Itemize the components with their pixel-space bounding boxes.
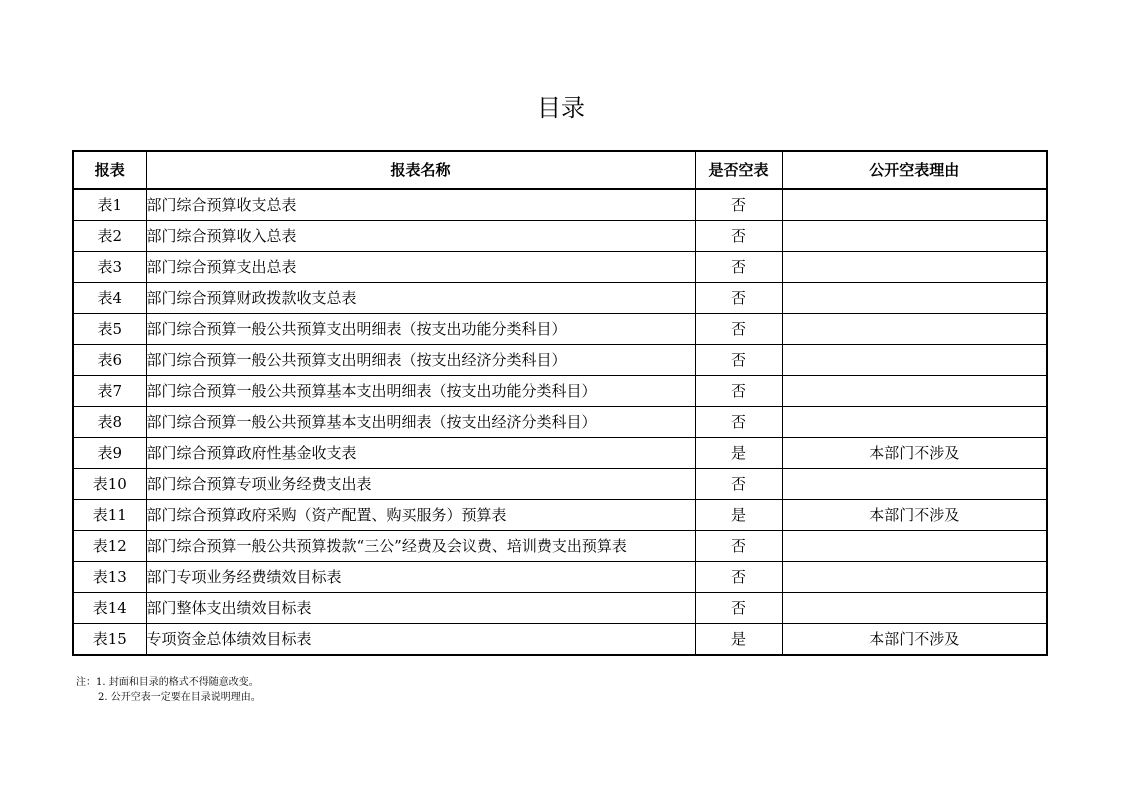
cell-is-empty: 否 — [695, 469, 782, 500]
cell-empty-reason: 本部门不涉及 — [782, 500, 1047, 531]
cell-report-id: 表3 — [73, 252, 146, 283]
cell-is-empty: 否 — [695, 252, 782, 283]
cell-empty-reason — [782, 189, 1047, 221]
cell-is-empty: 是 — [695, 438, 782, 469]
table-row — [73, 314, 1047, 345]
table-row — [73, 438, 1047, 469]
cell-is-empty: 否 — [695, 314, 782, 345]
cell-empty-reason — [782, 593, 1047, 624]
cell-report-id: 表8 — [73, 407, 146, 438]
cell-report-name: 部门综合预算一般公共预算支出明细表（按支出经济分类科目） — [146, 345, 695, 376]
cell-empty-reason — [782, 407, 1047, 438]
table-row — [73, 562, 1047, 593]
header-is-empty: 是否空表 — [695, 151, 782, 189]
cell-report-id: 表9 — [73, 438, 146, 469]
cell-report-name: 部门综合预算政府采购（资产配置、购买服务）预算表 — [146, 500, 695, 531]
table-row — [73, 345, 1047, 376]
cell-is-empty: 否 — [695, 376, 782, 407]
cell-report-id: 表11 — [73, 500, 146, 531]
cell-is-empty: 否 — [695, 407, 782, 438]
cell-report-name: 部门综合预算一般公共预算基本支出明细表（按支出经济分类科目） — [146, 407, 695, 438]
cell-report-name: 部门综合预算支出总表 — [146, 252, 695, 283]
table-row — [73, 531, 1047, 562]
cell-report-id: 表5 — [73, 314, 146, 345]
table-row — [73, 407, 1047, 438]
cell-is-empty: 否 — [695, 345, 782, 376]
cell-report-id: 表12 — [73, 531, 146, 562]
cell-report-id: 表10 — [73, 469, 146, 500]
report-catalog-table — [72, 150, 1048, 656]
cell-report-name: 部门专项业务经费绩效目标表 — [146, 562, 695, 593]
cell-report-name: 部门综合预算专项业务经费支出表 — [146, 469, 695, 500]
header-report-id: 报表 — [73, 151, 146, 189]
table-row — [73, 500, 1047, 531]
cell-report-id: 表14 — [73, 593, 146, 624]
cell-is-empty: 否 — [695, 189, 782, 221]
footnote-2: 2. 公开空表一定要在目录说明理由。 — [98, 692, 261, 703]
cell-report-name: 部门综合预算一般公共预算支出明细表（按支出功能分类科目） — [146, 314, 695, 345]
cell-is-empty: 否 — [695, 283, 782, 314]
cell-report-name: 部门综合预算收入总表 — [146, 221, 695, 252]
cell-is-empty: 否 — [695, 562, 782, 593]
cell-report-id: 表6 — [73, 345, 146, 376]
cell-report-name: 部门综合预算一般公共预算拨款“三公”经费及会议费、培训费支出预算表 — [146, 531, 695, 562]
table-header-row — [73, 151, 1047, 189]
table-row — [73, 221, 1047, 252]
cell-empty-reason: 本部门不涉及 — [782, 624, 1047, 656]
cell-empty-reason — [782, 283, 1047, 314]
page-title: 目录 — [537, 94, 585, 122]
table-row — [73, 376, 1047, 407]
cell-report-name: 部门综合预算政府性基金收支表 — [146, 438, 695, 469]
cell-empty-reason — [782, 221, 1047, 252]
cell-is-empty: 否 — [695, 531, 782, 562]
cell-empty-reason — [782, 314, 1047, 345]
cell-empty-reason — [782, 345, 1047, 376]
table-row — [73, 189, 1047, 221]
table-row — [73, 469, 1047, 500]
cell-report-id: 表1 — [73, 189, 146, 221]
cell-report-name: 部门整体支出绩效目标表 — [146, 593, 695, 624]
cell-report-name: 专项资金总体绩效目标表 — [146, 624, 695, 656]
cell-report-id: 表13 — [73, 562, 146, 593]
cell-is-empty: 是 — [695, 624, 782, 656]
cell-is-empty: 否 — [695, 221, 782, 252]
cell-empty-reason — [782, 376, 1047, 407]
table-body — [73, 189, 1047, 655]
cell-report-id: 表7 — [73, 376, 146, 407]
cell-report-id: 表2 — [73, 221, 146, 252]
cell-report-name: 部门综合预算收支总表 — [146, 189, 695, 221]
cell-empty-reason: 本部门不涉及 — [782, 438, 1047, 469]
footnotes — [76, 675, 261, 705]
table-row — [73, 252, 1047, 283]
cell-is-empty: 否 — [695, 593, 782, 624]
table-row — [73, 283, 1047, 314]
cell-empty-reason — [782, 469, 1047, 500]
cell-report-name: 部门综合预算财政拨款收支总表 — [146, 283, 695, 314]
cell-report-id: 表4 — [73, 283, 146, 314]
cell-empty-reason — [782, 252, 1047, 283]
cell-report-name: 部门综合预算一般公共预算基本支出明细表（按支出功能分类科目） — [146, 376, 695, 407]
footnote-1: 注：1. 封面和目录的格式不得随意改变。 — [76, 677, 259, 688]
table-row — [73, 593, 1047, 624]
header-report-name: 报表名称 — [146, 151, 695, 189]
cell-empty-reason — [782, 531, 1047, 562]
cell-is-empty: 是 — [695, 500, 782, 531]
table-row — [73, 624, 1047, 656]
header-empty-reason: 公开空表理由 — [782, 151, 1047, 189]
cell-empty-reason — [782, 562, 1047, 593]
cell-report-id: 表15 — [73, 624, 146, 656]
